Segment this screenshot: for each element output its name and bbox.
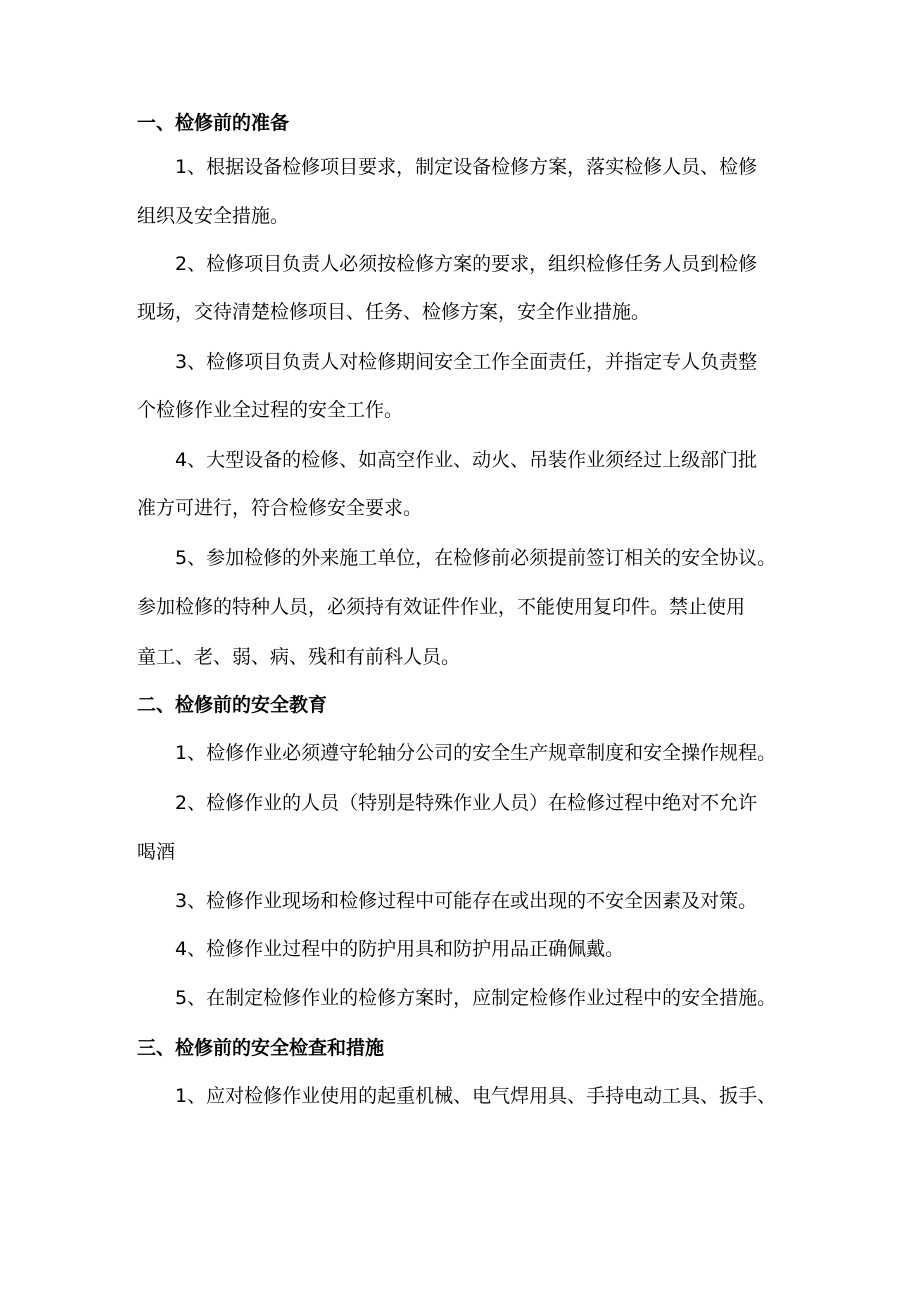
section-heading-2: 二、检修前的安全教育 [137, 694, 328, 716]
paragraph-line: 4、大型设备的检修、如高空作业、动火、吊装作业须经过上级部门批 [175, 449, 758, 471]
section-heading-3: 三、检修前的安全检查和措施 [137, 1037, 385, 1059]
paragraph-line: 5、在制定检修作业的检修方案时，应制定检修作业过程中的安全措施。 [175, 987, 777, 1009]
paragraph-line: 2、检修项目负责人必须按检修方案的要求，组织检修任务人员到检修 [175, 253, 758, 275]
paragraph-line: 5、参加检修的外来施工单位，在检修前必须提前签订相关的安全协议。 [175, 547, 777, 569]
paragraph-line: 喝酒 [137, 841, 176, 863]
paragraph-line: 3、检修项目负责人对检修期间安全工作全面责任，并指定专人负责整 [175, 351, 758, 373]
paragraph-line: 4、检修作业过程中的防护用具和防护用品正确佩戴。 [175, 938, 625, 960]
paragraph-line: 个检修作业全过程的安全工作。 [137, 399, 404, 421]
paragraph-line: 1、根据设备检修项目要求，制定设备检修方案，落实检修人员、检修 [175, 156, 758, 178]
paragraph-line: 1、应对检修作业使用的起重机械、电气焊用具、手持电动工具、扳手、 [175, 1085, 777, 1107]
paragraph-line: 2、检修作业的人员（特别是特殊作业人员）在检修过程中绝对不允许 [175, 792, 758, 814]
paragraph-line: 1、检修作业必须遵守轮轴分公司的安全生产规章制度和安全操作规程。 [175, 742, 777, 764]
paragraph-line: 组织及安全措施。 [137, 205, 290, 227]
paragraph-line: 现场，交待清楚检修项目、任务、检修方案，安全作业措施。 [137, 301, 651, 323]
paragraph-line: 3、检修作业现场和检修过程中可能存在或出现的不安全因素及对策。 [175, 890, 758, 912]
paragraph-line: 准方可进行，符合检修安全要求。 [137, 497, 423, 519]
paragraph-line: 童工、老、弱、病、残和有前科人员。 [137, 646, 461, 668]
paragraph-line: 参加检修的特种人员，必须持有效证件作业，不能使用复印件。禁止使用 [137, 596, 746, 618]
section-heading-1: 一、检修前的准备 [137, 112, 290, 134]
